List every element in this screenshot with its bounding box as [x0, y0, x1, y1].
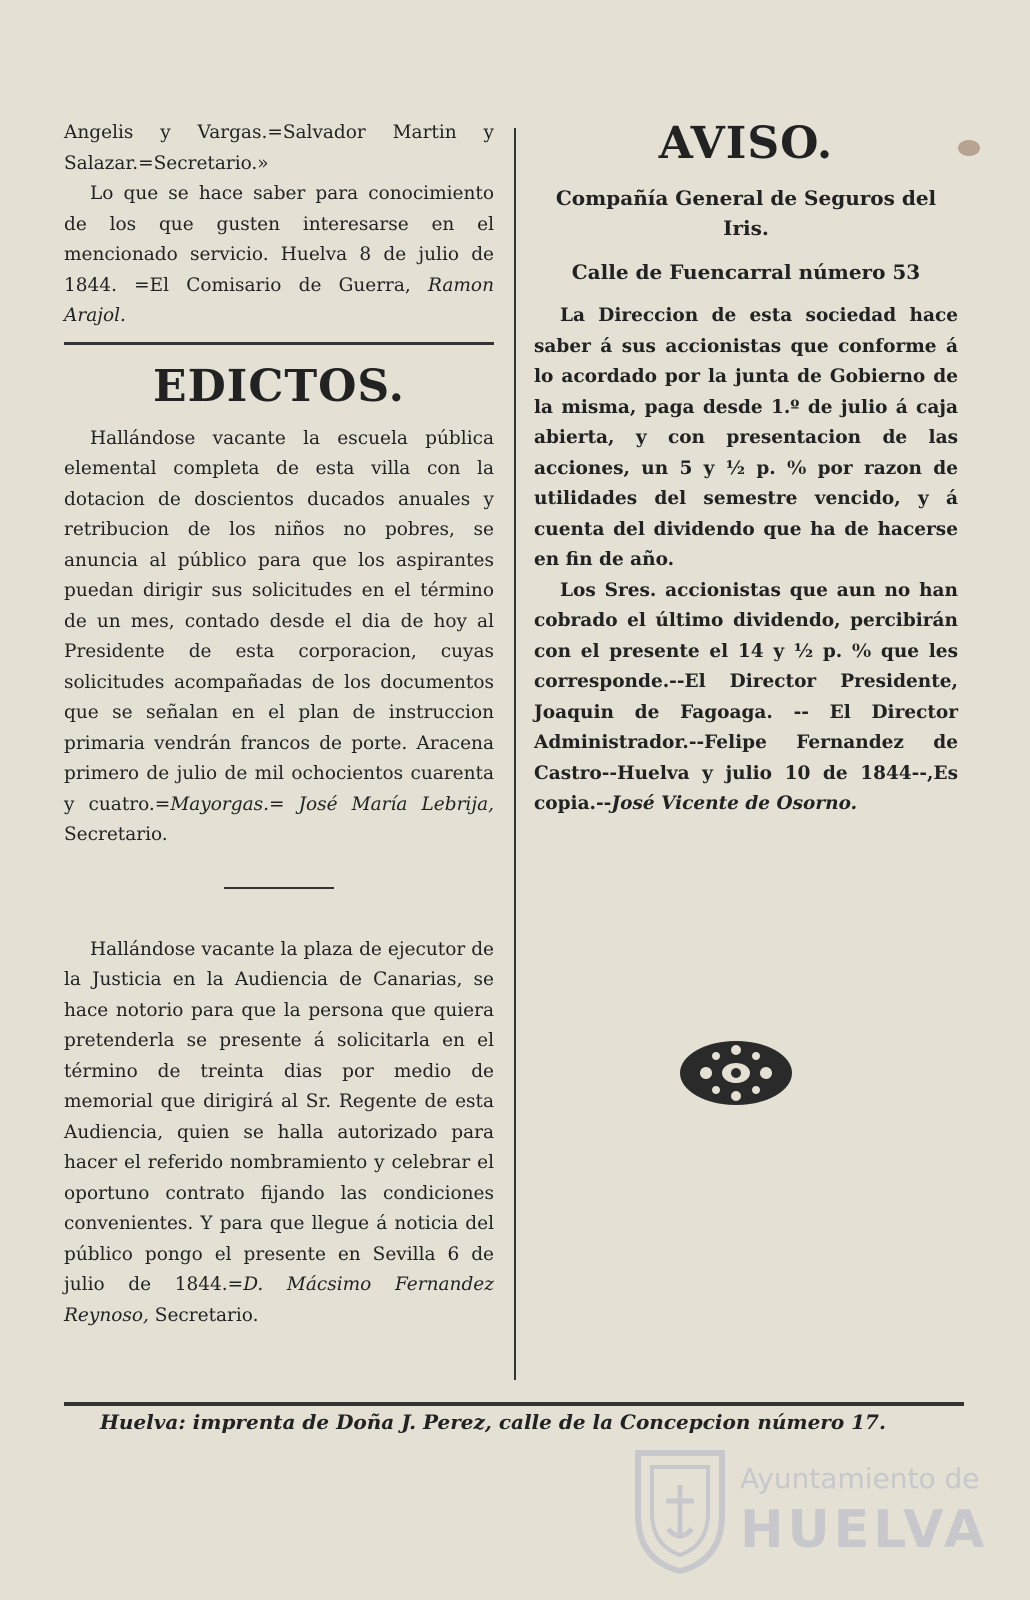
watermark-line-1: Ayuntamiento de: [740, 1462, 980, 1495]
intro-paragraph: [64, 179, 494, 332]
intro-text: Lo que se hace saber para conocimiento de los que gusten interesarse en el mencionado servicio. Huelva 8 de julio de 1844. =El Comisario de Guerra,: [64, 183, 494, 296]
aviso-paragraph-2: [534, 576, 958, 820]
edict-1: [64, 424, 494, 851]
edict-1-role: Secretario.: [64, 824, 168, 845]
edict-1-signature-2: José María Lebrija,: [298, 793, 494, 815]
column-divider: [514, 128, 516, 1380]
edict-2-signature: D. Mácsimo Fernandez Reynoso,: [64, 1274, 494, 1326]
edict-1-signature-1: Mayorgas.=: [170, 793, 285, 815]
watermark-line-2: HUELVA: [740, 1500, 989, 1560]
aviso-paragraph-2-text: Los Sres. accionistas que aun no han cobrado el último dividendo, percibirán con el presente el 14 y ½ p. ⁰⁄₀ que les corresponde.--El Director Presidente, Joaquin de Fagoaga. -- El Director Administrador.--Felipe Fernandez de Castro--Huelva y julio 10 de 1844--,Es copia.--: [534, 579, 958, 814]
edict-2-role: Secretario.: [154, 1304, 259, 1326]
company-address: Calle de Fuencarral número 53: [571, 260, 921, 284]
city-shield-watermark-icon: [630, 1445, 730, 1575]
company-name: Compañía General de Seguros del Iris.: [555, 186, 937, 240]
intro-line: Angelis y Vargas.=Salvador Martin y Salazar.=Secretario.»: [64, 122, 494, 174]
aviso-signature: José Vicente de Osorno.: [611, 793, 858, 814]
edict-1-text: Hallándose vacante la escuela pública elemental completa de esta villa con la dotacion de doscientos ducados anuales y retribucion de los niños no pobres, se anuncia al público para que los aspirantes puedan dirigir sus solicitudes en el término de un mes, contado desde el dia de hoy al Presidente de esta corporacion, cuyas solicitudes acompañadas de los documentos que se señalan en el plan de instruccion primaria vendrán francos de porte. Aracena primero de julio de mil ochocientos cuarenta y cuatro.=: [64, 427, 494, 815]
left-column: [64, 118, 494, 1331]
ornament-icon: [676, 1028, 796, 1118]
right-column: [534, 118, 958, 820]
edict-2-text: Hallándose vacante la plaza de ejecutor de la Justicia en la Audiencia de Canarias, se hace notorio para que la persona que quiera pretenderla se presente á solicitarla en el término de treinta dias por medio de memorial que dirigirá al Sr. Regente de esta Audiencia, quien se halla autorizado para hacer el referido nombramiento y celebrar el oportuno contrato fijando las condiciones convenientes. Y para que llegue á noticia del público pongo el presente en Sevilla 6 de julio de 1844.=: [64, 938, 494, 1295]
intro-signature: Ramon Arajol.: [64, 274, 494, 326]
aviso-title: AVISO.: [658, 118, 834, 169]
aviso-paragraph-1: La Direccion de esta sociedad hace saber á sus accionistas que conforme á lo acordado por la junta de Gobierno de la misma, paga desde 1.º de julio á caja abierta, y con presentacion de las acciones, un 5 y ½ p. ⁰⁄₀ por razon de utilidades del semestre vencido, y á cuenta del dividendo que ha de hacerse en fin de año.: [534, 305, 958, 570]
printer-footer: Huelva: imprenta de Doña J. Perez, calle de la Concepcion número 17.: [100, 1410, 886, 1434]
separator-rule: [224, 887, 334, 889]
edict-2: [64, 935, 494, 1332]
footer-rule: [64, 1402, 964, 1406]
ink-stain: [958, 140, 980, 156]
section-rule: [64, 342, 494, 345]
edictos-title: EDICTOS.: [153, 360, 405, 412]
